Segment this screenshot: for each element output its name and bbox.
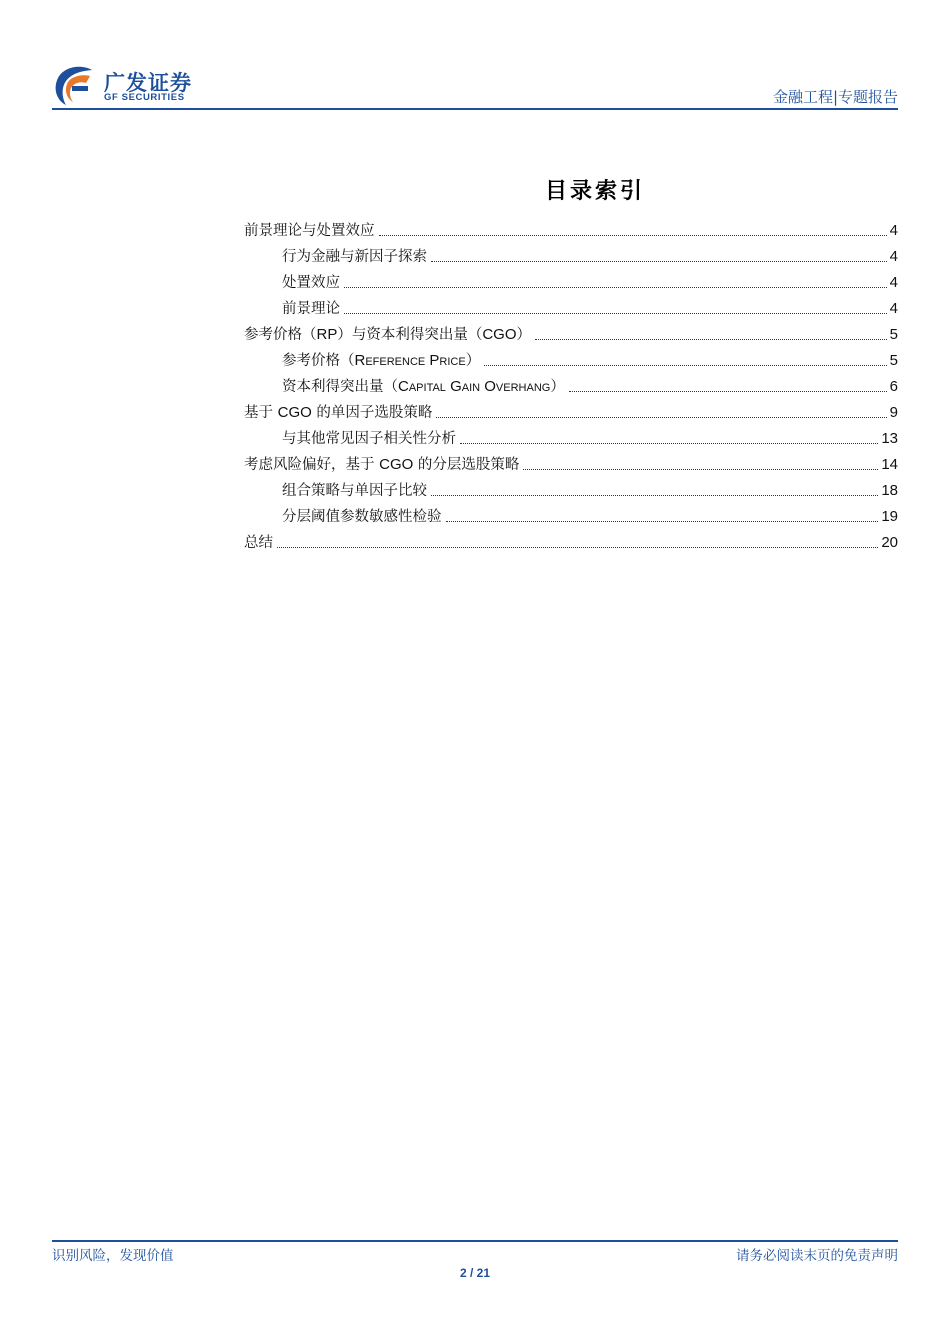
toc-leader-dots: [436, 416, 886, 418]
toc-entry-page: 4: [889, 300, 898, 317]
toc-entry-title: 参考价格（RP）与资本利得突出量（CGO）: [244, 326, 532, 343]
toc-leader-dots: [344, 286, 887, 288]
toc-entry[interactable]: [244, 292, 898, 318]
toc-leader-dots: [460, 442, 878, 444]
footer-disclaimer-note: 请务必阅读末页的免责声明: [736, 1248, 898, 1264]
toc-entry[interactable]: [244, 240, 898, 266]
toc-leader-dots: [344, 312, 887, 314]
report-category: 金融工程|专题报告: [772, 88, 898, 106]
toc-entry-title: 处置效应: [282, 275, 340, 291]
toc-entry[interactable]: [244, 370, 898, 396]
toc-entry-page: 6: [889, 378, 898, 395]
toc-entry-page: 13: [881, 430, 898, 447]
toc-entry[interactable]: [244, 500, 898, 526]
toc-entry-page: 4: [889, 222, 898, 239]
toc-entry-page: 19: [881, 508, 898, 525]
toc-leader-dots: [277, 546, 878, 548]
page-number: 2 / 21: [459, 1266, 491, 1280]
toc-leader-dots: [431, 260, 887, 262]
toc-entry-page: 9: [889, 404, 898, 421]
toc-leader-dots: [535, 338, 887, 340]
toc-leader-dots: [484, 364, 886, 366]
logo-english-name: GF SECURITIES: [104, 92, 185, 103]
toc-entry-title: 总结: [244, 535, 273, 551]
toc-entry-page: 5: [889, 326, 898, 343]
toc-title: 目录索引: [544, 178, 645, 204]
toc-entry[interactable]: [244, 474, 898, 500]
toc-entry-title: 资本利得突出量（Capital Gain Overhang）: [282, 378, 565, 395]
toc-entry[interactable]: [244, 526, 898, 552]
toc-entry-title: 行为金融与新因子探索: [282, 249, 427, 265]
toc-entry[interactable]: [244, 448, 898, 474]
toc-entry-title: 组合策略与单因子比较: [282, 483, 427, 499]
toc-entry-title: 分层阈值参数敏感性检验: [282, 509, 442, 525]
toc-entry-page: 4: [889, 274, 898, 291]
company-logo: [52, 64, 252, 108]
toc-entry[interactable]: [244, 214, 898, 240]
toc-leader-dots: [446, 520, 879, 522]
gf-logo-icon: [52, 64, 98, 108]
toc-entry[interactable]: [244, 266, 898, 292]
toc-entry-title: 前景理论与处置效应: [244, 223, 375, 239]
toc-entry[interactable]: [244, 422, 898, 448]
toc-entry-title: 前景理论: [282, 301, 340, 317]
toc-entry-page: 4: [889, 248, 898, 265]
toc-entry-page: 18: [881, 482, 898, 499]
footer-divider: [52, 1240, 898, 1242]
toc-entry-page: 14: [881, 456, 898, 473]
toc-entry-page: 20: [881, 534, 898, 551]
footer-slogan: 识别风险，发现价值: [52, 1248, 174, 1264]
toc-leader-dots: [431, 494, 878, 496]
toc-leader-dots: [569, 390, 887, 392]
toc-entry-title: 考虑风险偏好，基于 CGO 的分层选股策略: [244, 456, 520, 473]
toc-entry[interactable]: [244, 318, 898, 344]
toc-entry-title: 基于 CGO 的单因子选股策略: [244, 404, 433, 421]
toc-leader-dots: [523, 468, 878, 470]
logo-chinese-name: 广发证券: [104, 71, 192, 95]
toc-entry[interactable]: [244, 344, 898, 370]
header-divider: [52, 108, 898, 110]
toc-entry-title: 参考价格（Reference Price）: [282, 352, 481, 369]
toc-entry-page: 5: [889, 352, 898, 369]
table-of-contents: [244, 214, 898, 552]
toc-entry[interactable]: [244, 396, 898, 422]
toc-leader-dots: [379, 234, 887, 236]
toc-entry-title: 与其他常见因子相关性分析: [282, 431, 456, 447]
